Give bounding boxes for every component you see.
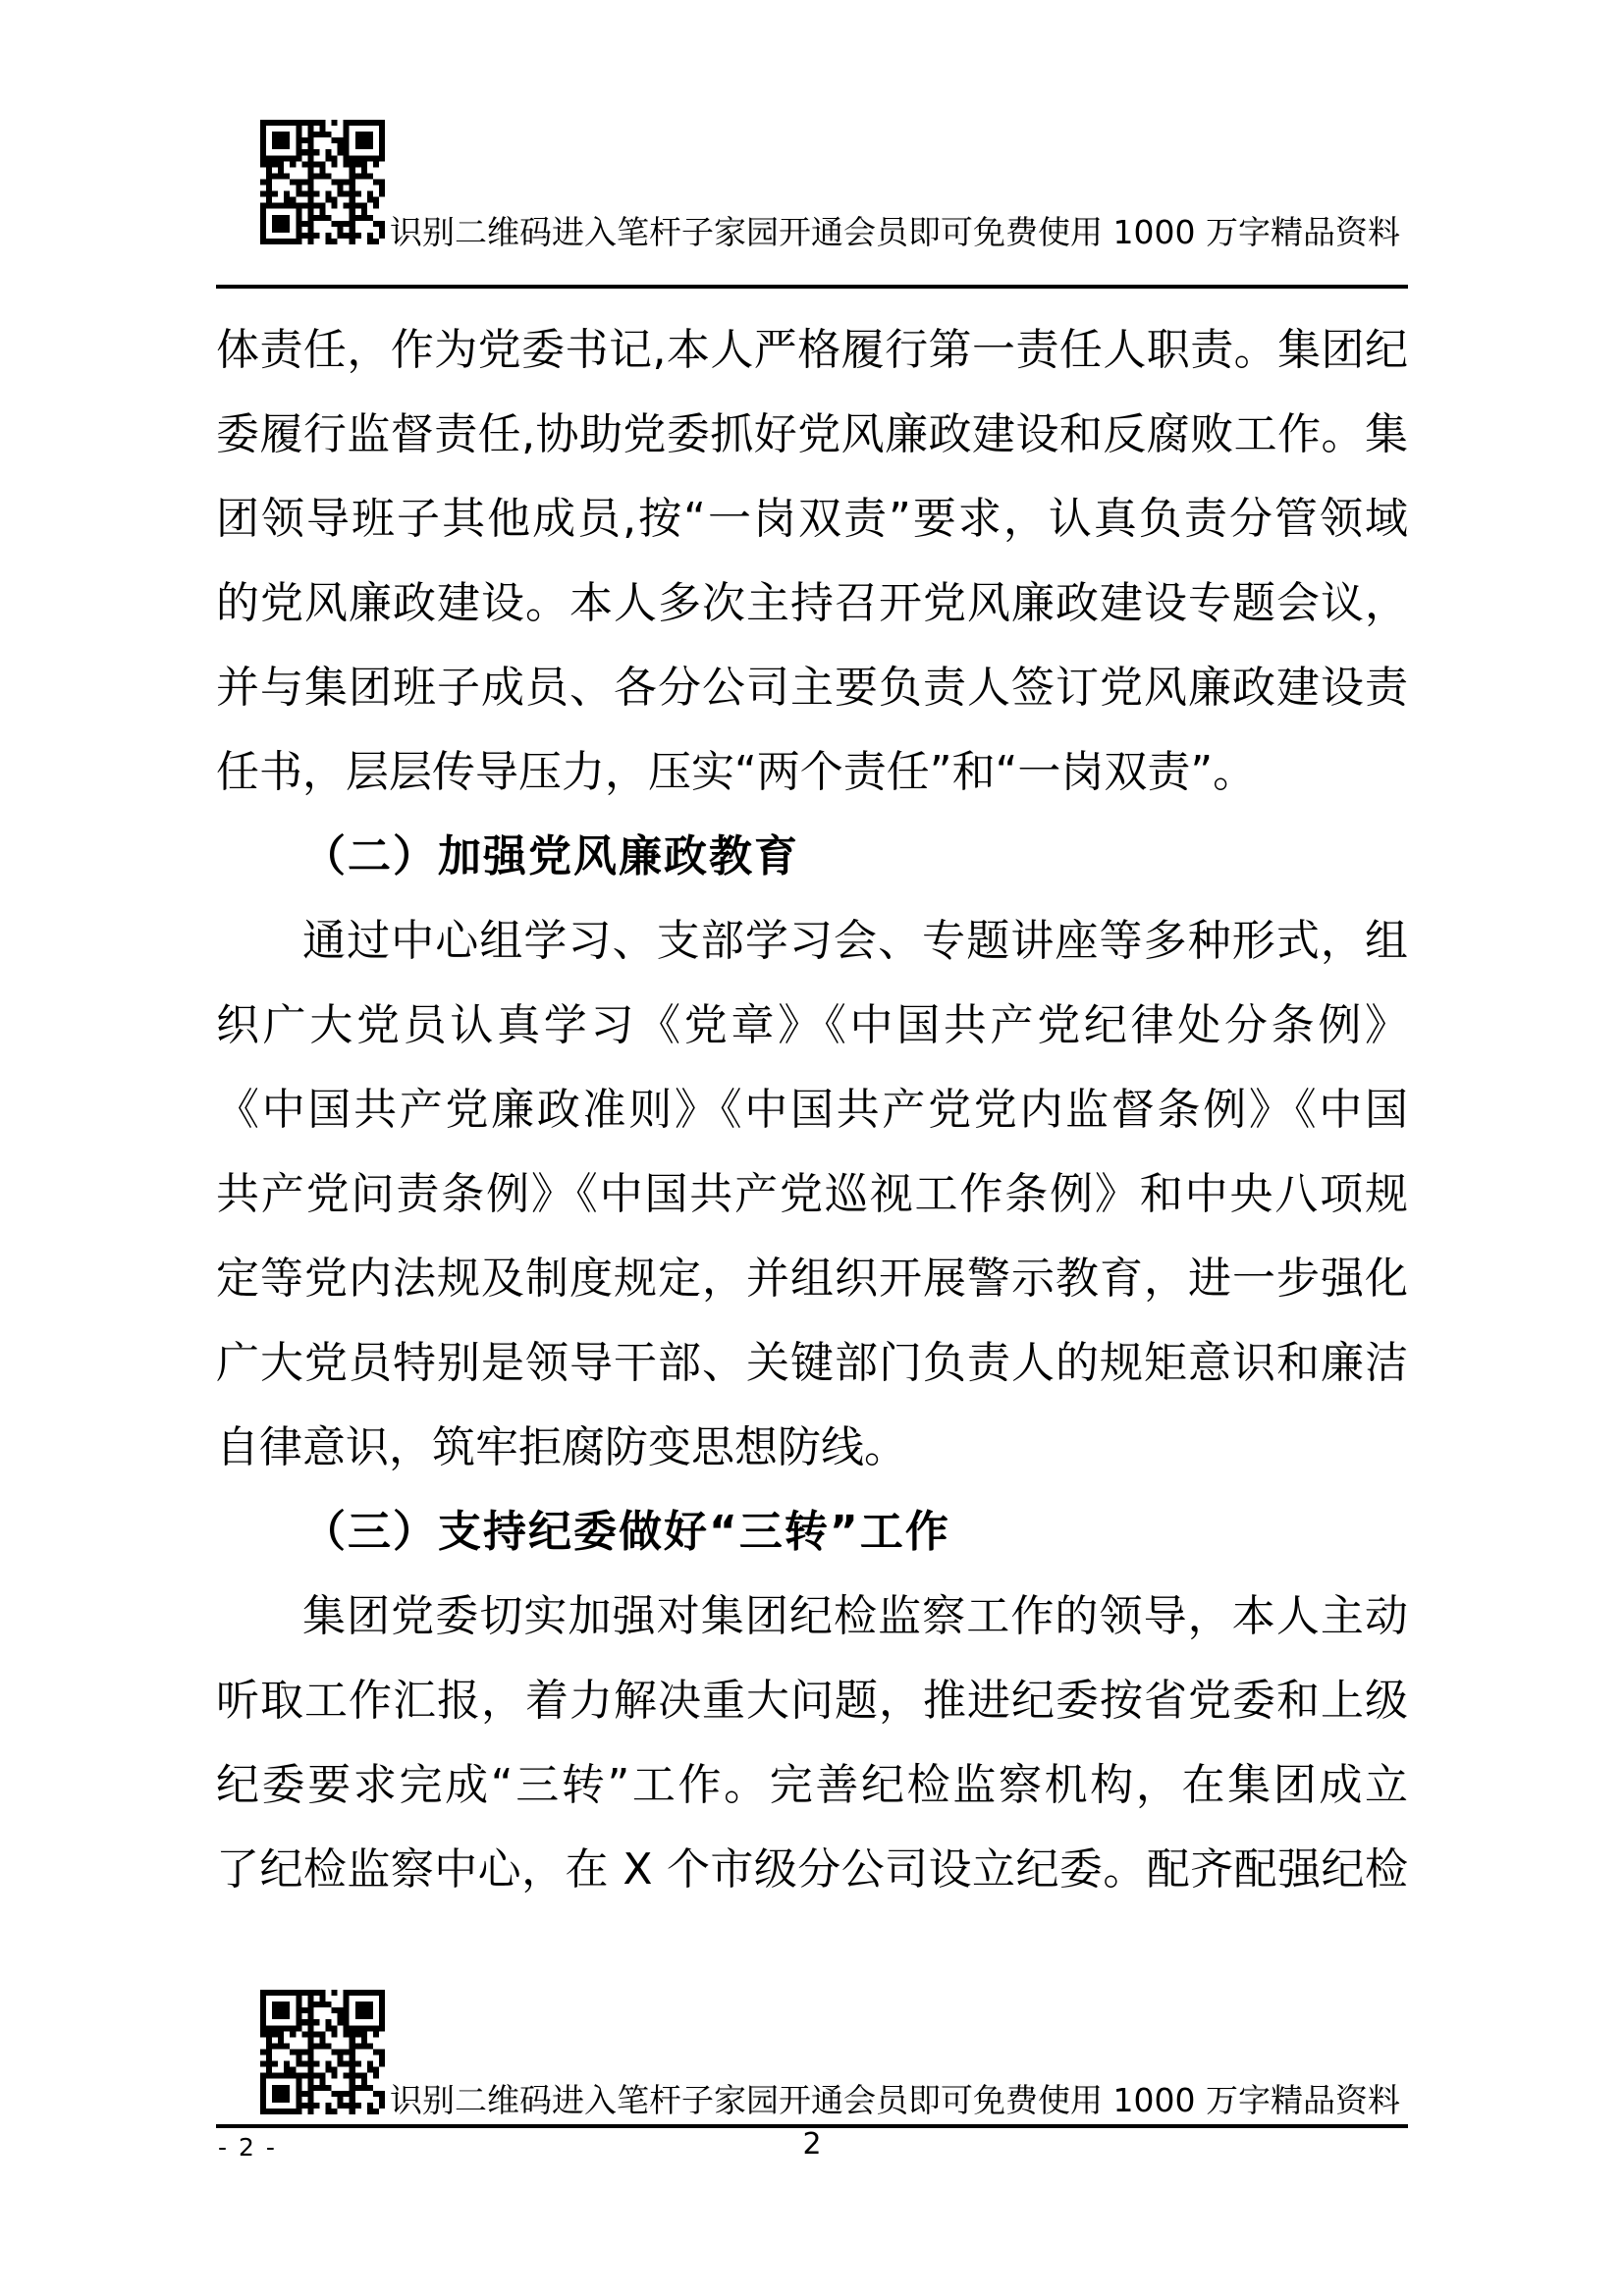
body-line: 通过中心组学习、支部学习会、专题讲座等多种形式，组 <box>302 916 1408 966</box>
document-body <box>216 308 1408 1912</box>
body-line: 自律意识，筑牢拒腐防变思想防线。 <box>216 1422 907 1472</box>
qr-code-icon <box>260 120 385 244</box>
qr-code-icon <box>260 1990 385 2114</box>
page-number: 2 <box>802 2127 822 2162</box>
body-line: 《中国共产党廉政准则》《中国共产党党内监督条例》《中国 <box>216 1085 1408 1135</box>
body-line: 共产党问责条例》《中国共产党巡视工作条例》和中央八项规 <box>216 1169 1408 1219</box>
body-line: 委履行监督责任,协助党委抓好党风廉政建设和反腐败工作。集 <box>216 409 1408 459</box>
body-line: 体责任，作为党委书记,本人严格履行第一责任人职责。集团纪 <box>216 325 1408 375</box>
body-line: 的党风廉政建设。本人多次主持召开党风廉政建设专题会议， <box>216 578 1408 628</box>
body-line: 任书，层层传导压力，压实“两个责任”和“一岗双责”。 <box>216 747 1257 797</box>
section-heading: （三）支持纪委做好“三转”工作 <box>302 1507 950 1557</box>
section-heading: （二）加强党风廉政教育 <box>302 831 799 881</box>
page-marker: - 2 - <box>218 2133 277 2162</box>
footer-membership-notice: 识别二维码进入笔杆子家园开通会员即可免费使用 1000 万字精品资料 <box>390 2081 1400 2119</box>
header-rule <box>216 285 1408 289</box>
body-line: 织广大党员认真学习《党章》《中国共产党纪律处分条例》 <box>216 1000 1408 1050</box>
body-line: 广大党员特别是领导干部、关键部门负责人的规矩意识和廉洁 <box>216 1338 1408 1388</box>
body-line: 纪委要求完成“三转”工作。完善纪检监察机构，在集团成立 <box>216 1760 1408 1810</box>
body-line: 听取工作汇报，着力解决重大问题，推进纪委按省党委和上级 <box>216 1676 1408 1726</box>
body-line: 集团党委切实加强对集团纪检监察工作的领导，本人主动 <box>302 1591 1408 1641</box>
body-line: 团领导班子其他成员,按“一岗双责”要求，认真负责分管领域 <box>216 494 1408 544</box>
header-membership-notice: 识别二维码进入笔杆子家园开通会员即可免费使用 1000 万字精品资料 <box>390 213 1400 251</box>
body-line: 了纪检监察中心，在 X 个市级分公司设立纪委。配齐配强纪检 <box>216 1844 1408 1895</box>
body-line: 并与集团班子成员、各分公司主要负责人签订党风廉政建设责 <box>216 663 1408 713</box>
body-line: 定等党内法规及制度规定，并组织开展警示教育，进一步强化 <box>216 1254 1408 1304</box>
